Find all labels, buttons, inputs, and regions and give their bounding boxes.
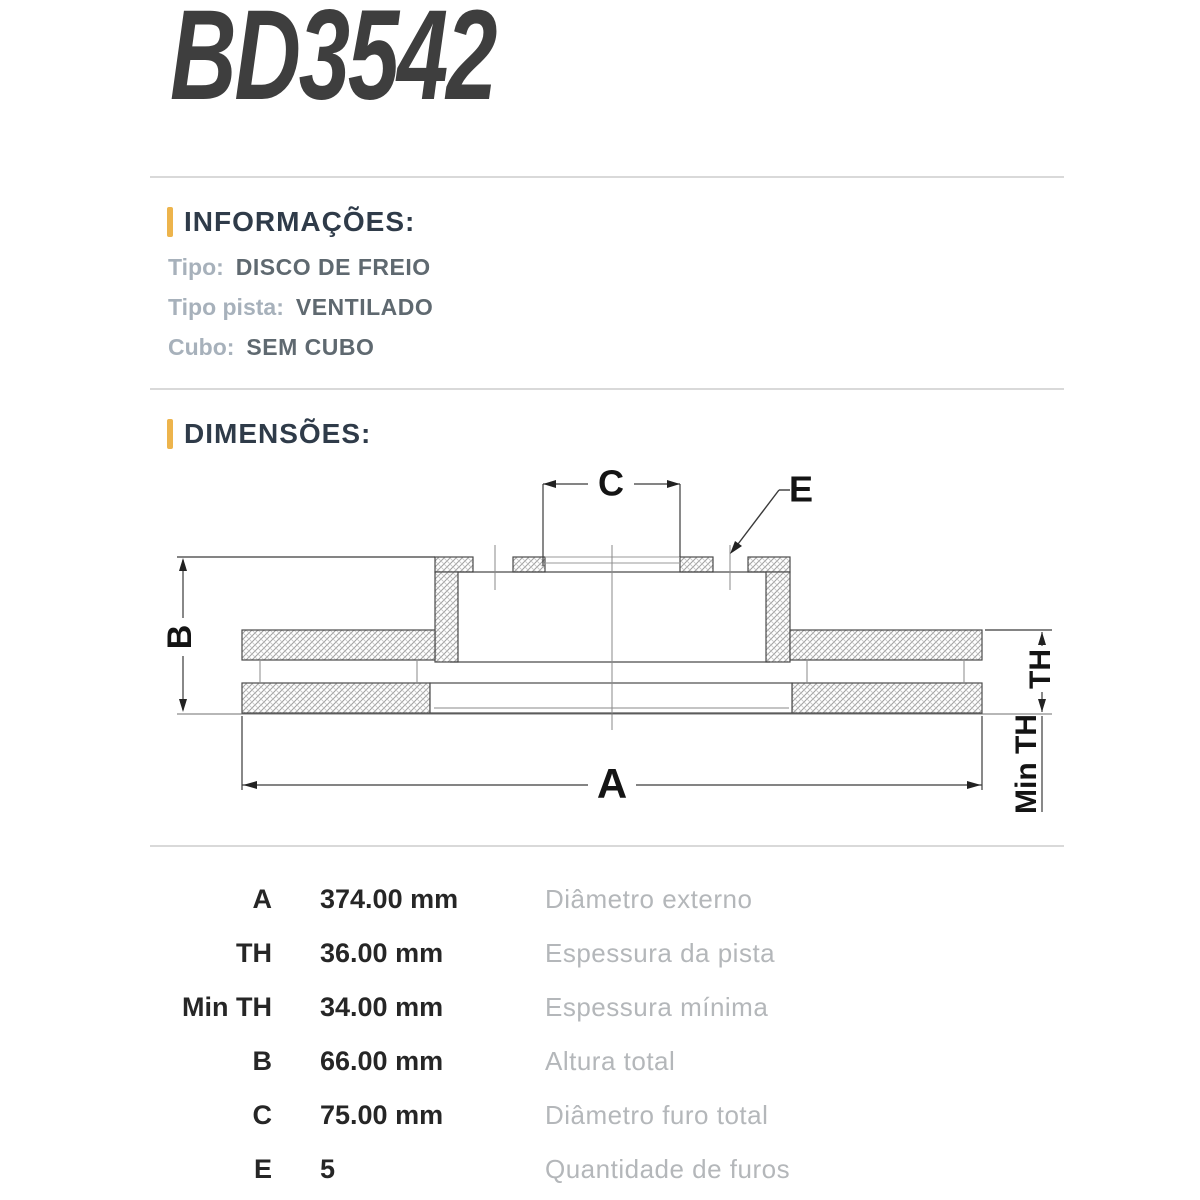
upper-pad-right [790, 630, 982, 660]
hat-wall-right [766, 572, 790, 662]
dim-label-a: A [596, 760, 628, 808]
table-description: Diâmetro externo [545, 883, 753, 914]
info-value-tipo: DISCO DE FREIO [235, 254, 431, 280]
table-row-th [150, 926, 1064, 980]
table-key: C [252, 1099, 272, 1130]
table-key: TH [236, 937, 272, 968]
separator-top [150, 176, 1064, 178]
dim-c-arrow-right [667, 480, 680, 488]
table-description: Diâmetro furo total [545, 1099, 769, 1130]
hat-flange-right-inner [680, 557, 713, 572]
table-key: B [252, 1045, 272, 1076]
dim-label-b: B [160, 624, 199, 650]
brake-disc-cross-section-drawing [150, 455, 1080, 830]
upper-pad-left [242, 630, 435, 660]
lower-pad-left [242, 683, 430, 713]
table-value: 374.00 mm [320, 883, 459, 914]
accent-bar-informacoes [167, 207, 173, 237]
dimension-e [730, 490, 790, 554]
dimensoes-heading: DIMENSÕES: [184, 418, 372, 449]
info-value-tipo-pista: VENTILADO [295, 294, 434, 320]
dim-label-c: C [598, 462, 624, 504]
dim-th-arrow-down [1038, 699, 1046, 712]
dimensions-table [150, 872, 1064, 1196]
table-description: Espessura da pista [545, 937, 776, 968]
table-row-c [150, 1088, 1064, 1142]
info-row-tipo [168, 247, 433, 287]
dim-a-arrow-right [967, 781, 981, 789]
dim-a-arrow-left [243, 781, 257, 789]
dim-th-arrow-up [1038, 632, 1046, 645]
table-value: 66.00 mm [320, 1045, 444, 1076]
disc-visible-faces [430, 557, 792, 713]
dim-c-arrow-left [543, 480, 556, 488]
table-value: 5 [320, 1153, 336, 1184]
table-row-b [150, 1034, 1064, 1088]
table-description: Altura total [545, 1045, 676, 1076]
accent-bar-dimensoes [167, 419, 173, 449]
info-label-cubo: Cubo: [168, 334, 235, 360]
info-label-tipo-pista: Tipo pista: [168, 294, 284, 320]
dim-label-th: TH [1023, 649, 1057, 689]
lower-pad-right [792, 683, 982, 713]
table-row-min-th [150, 980, 1064, 1034]
info-label-tipo: Tipo: [168, 254, 224, 280]
info-row-tipo-pista [168, 287, 433, 327]
dim-label-min-th: Min TH [1009, 714, 1043, 814]
dim-label-e: E [788, 468, 814, 510]
table-row-e [150, 1142, 1064, 1196]
hat-wall-left [435, 572, 458, 662]
part-number-title: BD3542 [170, 0, 496, 127]
informacoes-rows [168, 247, 433, 367]
table-value: 34.00 mm [320, 991, 444, 1022]
separator-table [150, 845, 1064, 847]
table-key: A [252, 883, 272, 914]
dim-e-arrow [730, 541, 742, 554]
hat-flange-left-outer [435, 557, 473, 572]
table-value: 36.00 mm [320, 937, 444, 968]
table-description: Espessura mínima [545, 991, 769, 1022]
table-row-a [150, 872, 1064, 926]
hat-flange-left-inner [513, 557, 545, 572]
dim-e-leader [735, 490, 779, 548]
info-value-cubo: SEM CUBO [246, 334, 375, 360]
separator-middle [150, 388, 1064, 390]
info-row-cubo [168, 327, 433, 367]
table-value: 75.00 mm [320, 1099, 444, 1130]
dim-b-arrow-down [179, 699, 187, 712]
table-key: Min TH [182, 991, 272, 1022]
dim-b-arrow-up [179, 558, 187, 571]
table-description: Quantidade de furos [545, 1153, 791, 1184]
table-key: E [253, 1153, 272, 1184]
informacoes-heading: INFORMAÇÕES: [184, 206, 416, 237]
hat-flange-right-outer [748, 557, 790, 572]
